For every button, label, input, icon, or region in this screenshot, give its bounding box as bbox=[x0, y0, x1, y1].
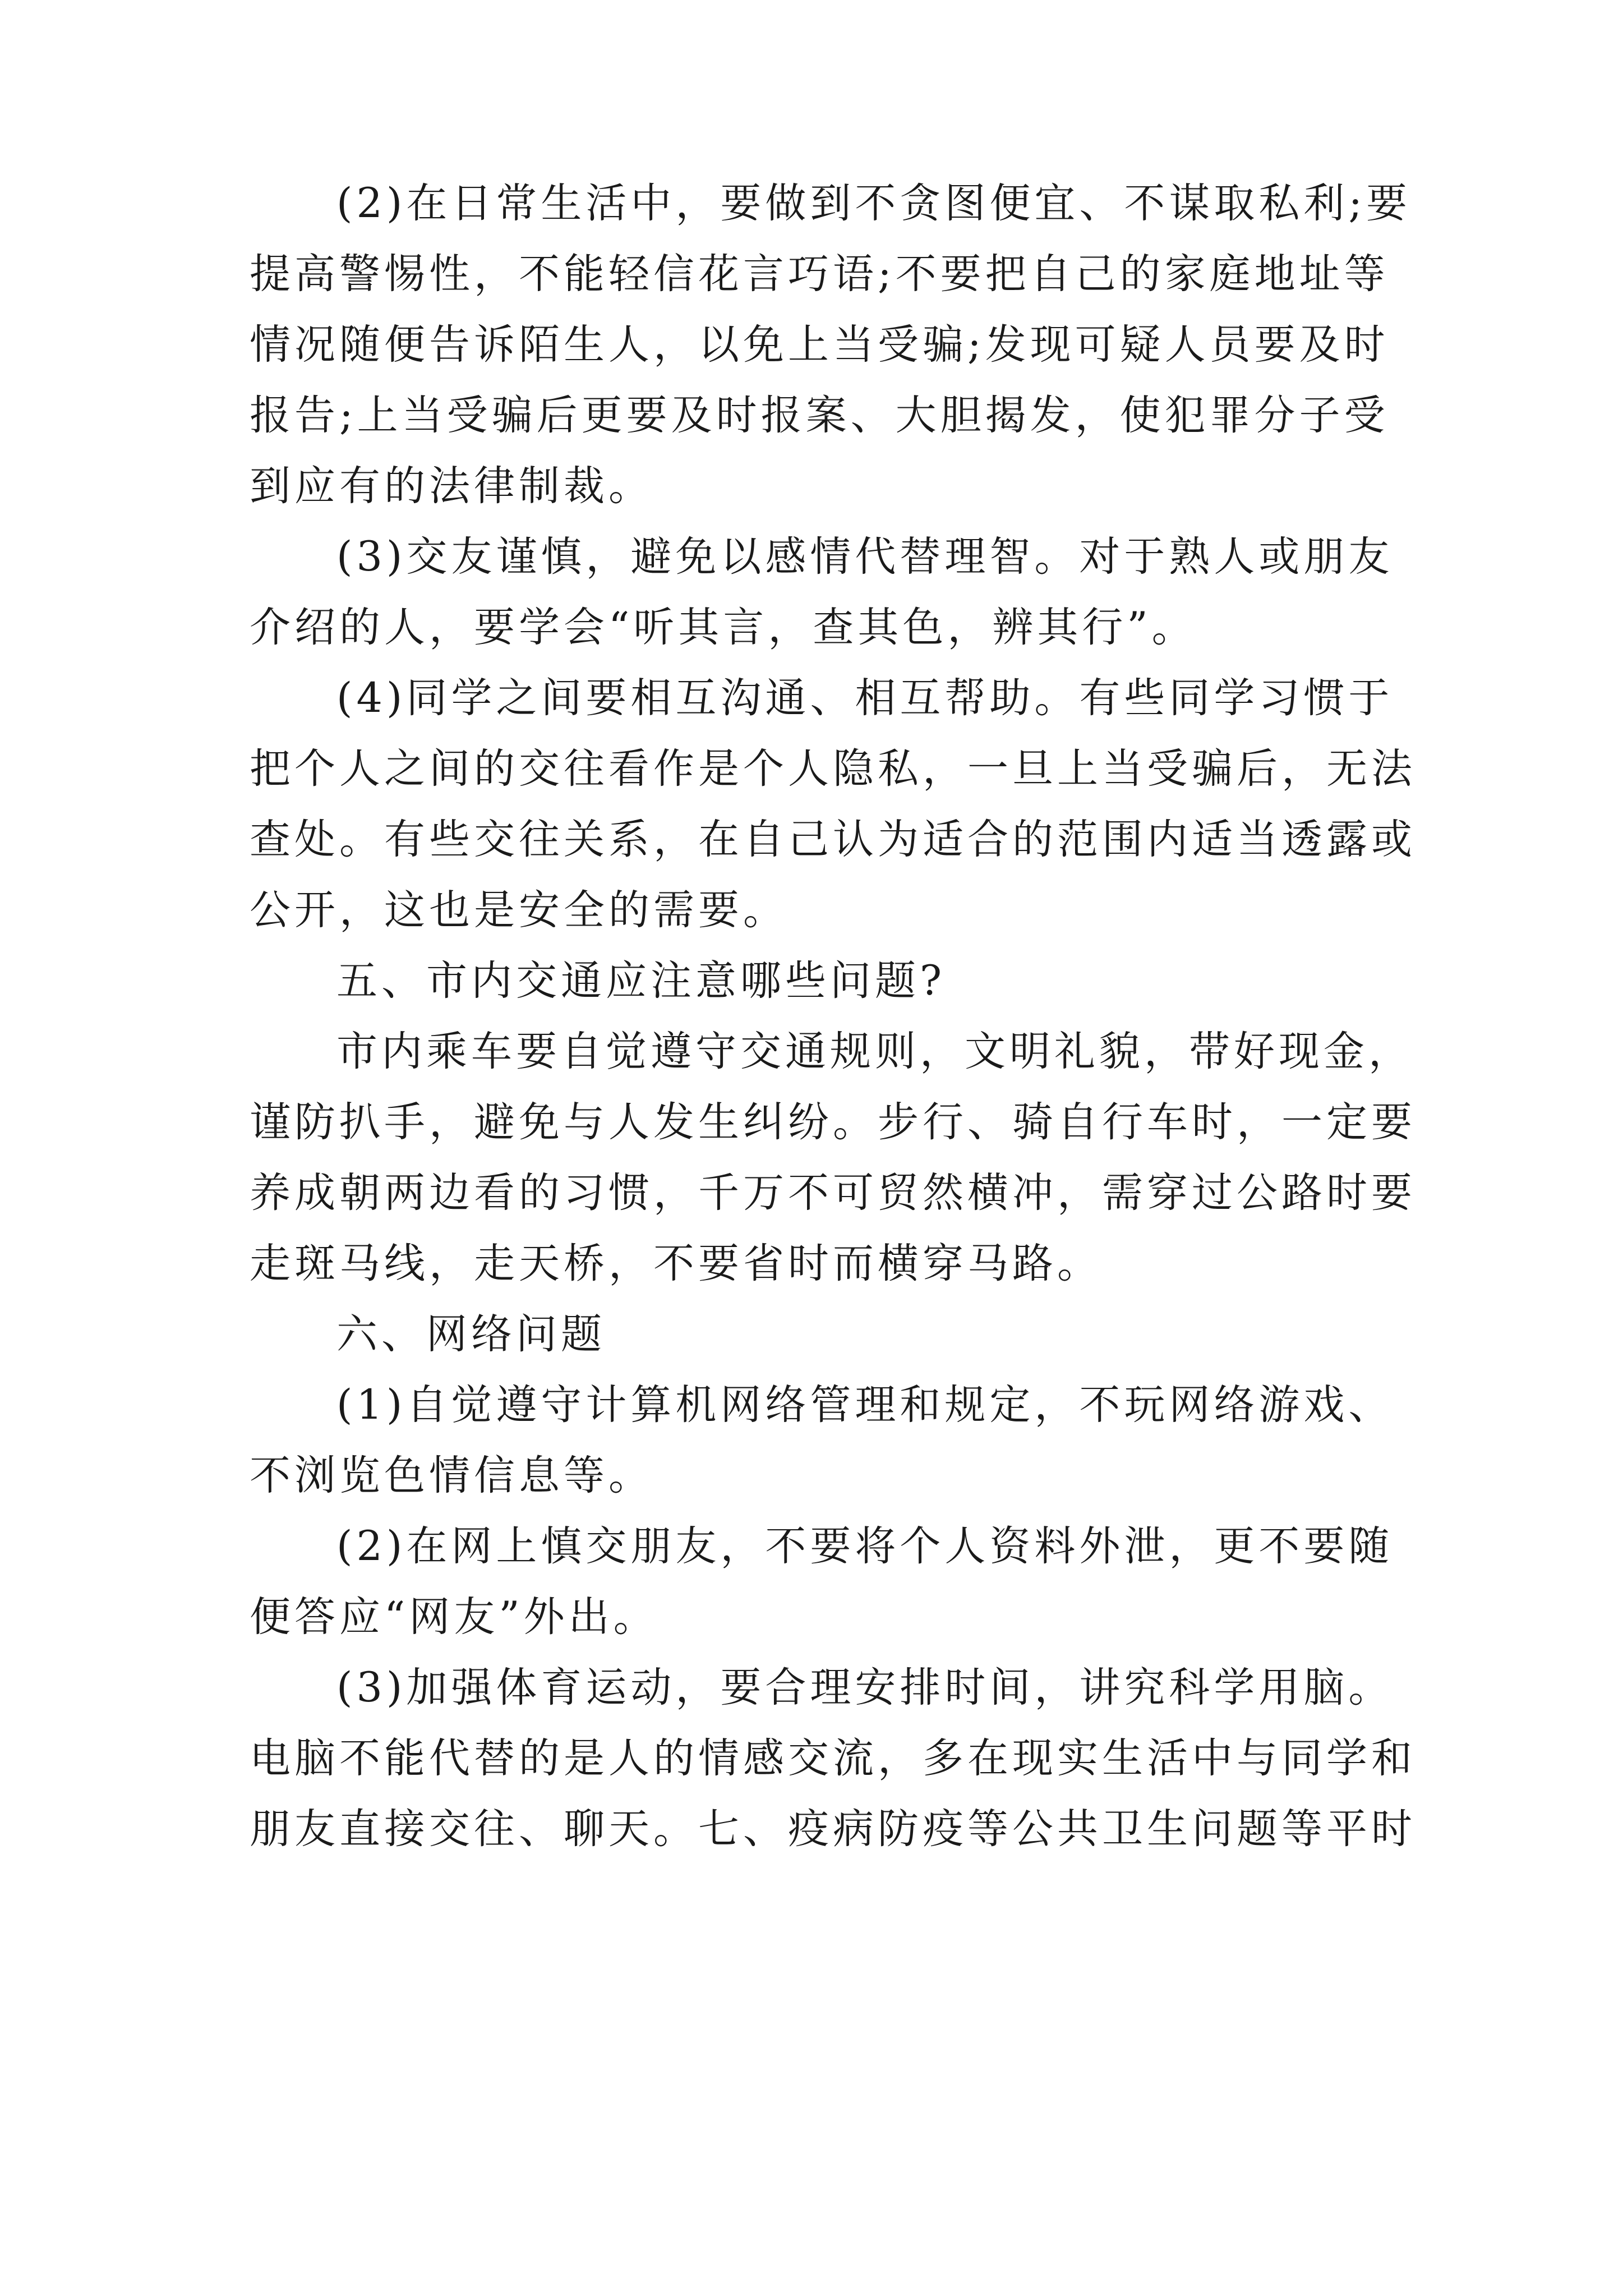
text-line: 电脑不能代替的是人的情感交流，多在现实生活中与同学和 bbox=[250, 1734, 1416, 1782]
text-line: (2)在网上慎交朋友，不要将个人资料外泄，更不要随 bbox=[336, 1522, 1394, 1570]
text-line: 提高警惕性，不能轻信花言巧语;不要把自己的家庭地址等 bbox=[250, 250, 1389, 298]
text-line: (1)自觉遵守计算机网络管理和规定，不玩网络游戏、 bbox=[336, 1381, 1394, 1429]
text-line: 查处。有些交往关系，在自己认为适合的范围内适当透露或 bbox=[250, 816, 1416, 863]
text-line: (3)加强体育运动，要合理安排时间，讲究科学用脑。 bbox=[336, 1664, 1394, 1711]
text-line: 介绍的人，要学会“听其言，查其色，辨其行”。 bbox=[250, 604, 1197, 651]
text-line: (2)在日常生活中，要做到不贪图便宜、不谋取私利;要 bbox=[336, 180, 1411, 227]
text-line: (4)同学之间要相互沟通、相互帮助。有些同学习惯于 bbox=[336, 674, 1394, 722]
text-line: 到应有的法律制裁。 bbox=[250, 462, 653, 510]
text-line: 走斑马线，走天桥，不要省时而横穿马路。 bbox=[250, 1240, 1102, 1287]
text-line: 把个人之间的交往看作是个人隐私，一旦上当受骗后，无法 bbox=[250, 745, 1416, 793]
text-line: 情况随便告诉陌生人，以免上当受骗;发现可疑人员要及时 bbox=[250, 321, 1389, 369]
text-line: 市内乘车要自觉遵守交通规则，文明礼貌，带好现金， bbox=[336, 1028, 1413, 1075]
text-line: 便答应“网友”外出。 bbox=[250, 1593, 658, 1641]
section-heading: 五、市内交通应注意哪些问题? bbox=[336, 957, 946, 1005]
text-line: 不浏览色情信息等。 bbox=[250, 1452, 653, 1499]
text-line: 公开，这也是安全的需要。 bbox=[250, 886, 788, 934]
document-body bbox=[250, 168, 1416, 1865]
text-line: 养成朝两边看的习惯，千万不可贸然横冲，需穿过公路时要 bbox=[250, 1169, 1416, 1217]
text-line: (3)交友谨慎，避免以感情代替理智。对于熟人或朋友 bbox=[336, 533, 1394, 581]
section-heading: 六、网络问题 bbox=[336, 1310, 606, 1358]
text-line: 谨防扒手，避免与人发生纠纷。步行、骑自行车时，一定要 bbox=[250, 1098, 1416, 1146]
text-line: 朋友直接交往、聊天。七、疫病防疫等公共卫生问题等平时 bbox=[250, 1805, 1416, 1853]
text-line: 报告;上当受骗后更要及时报案、大胆揭发，使犯罪分子受 bbox=[250, 392, 1389, 439]
